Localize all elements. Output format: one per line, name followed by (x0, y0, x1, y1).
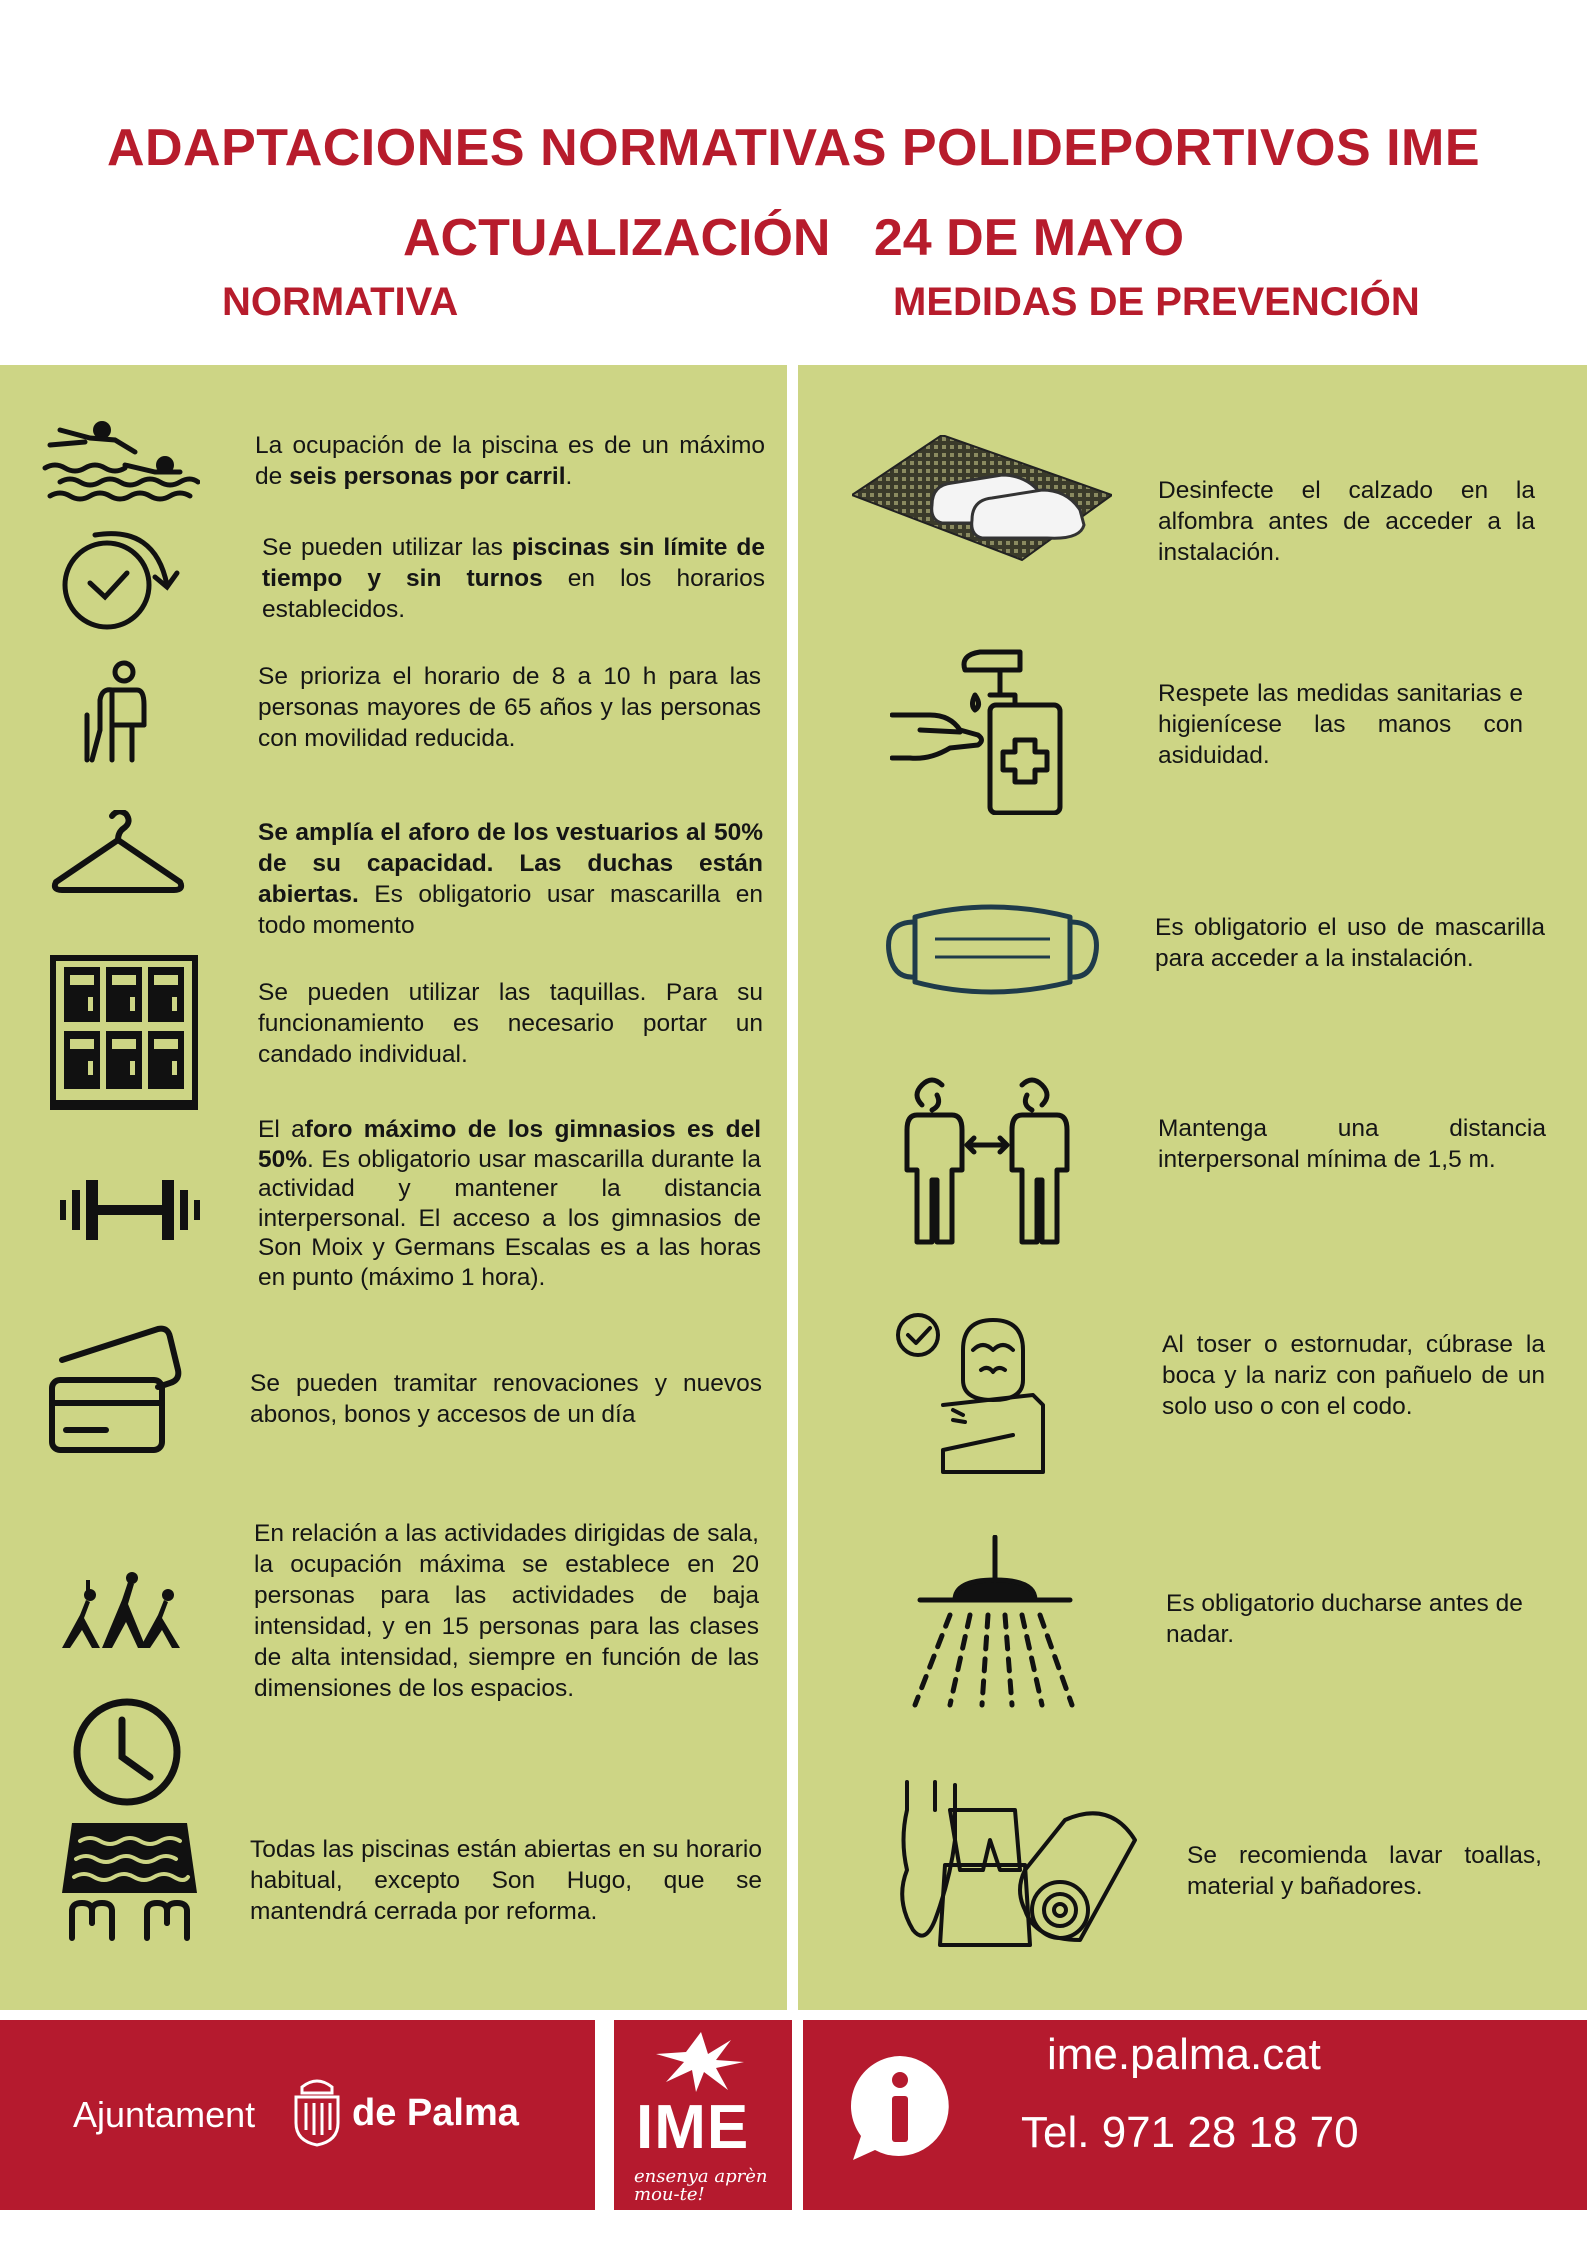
clock-arrow-icon (55, 525, 185, 635)
palma-crest-icon (290, 2075, 344, 2147)
normativa-item: En relación a las actividades dirigidas de sala, la ocupación máxima se establece en 20 personas para las actividades de baja intensidad, y en 15 personas para las clases de alta intensidad, siempre en función de las dimensiones de los espacios. (254, 1520, 759, 1702)
normativa-item: Se pueden utilizar las piscinas sin límite de tiempo y sin turnos en los horarios establecidos. (262, 534, 765, 623)
footer-contact (803, 2020, 1587, 2210)
page-title: ADAPTACIONES NORMATIVAS POLIDEPORTIVOS IME (106, 119, 1481, 177)
footer-ime-logo (614, 2020, 792, 2210)
website-link[interactable]: ime.palma.cat (1047, 2030, 1321, 2079)
page-subtitle: ACTUALIZACIÓN 24 DE MAYO (402, 209, 1185, 267)
column-heading-normativa: NORMATIVA (222, 280, 459, 324)
de-palma-label: de Palma (352, 2092, 519, 2134)
normativa-item: Se prioriza el horario de 8 a 10 h para las personas mayores de 65 años y las personas con movilidad reducida. (258, 663, 761, 752)
prevencion-item: Al toser o estornudar, cúbrase la boca y la nariz con pañuelo de un solo uso o con el codo. (1162, 1331, 1545, 1420)
wall-clock-icon (70, 1695, 185, 1810)
lockers-icon (50, 955, 198, 1110)
swimmers-icon (40, 410, 200, 505)
column-heading-prevencion: MEDIDAS DE PREVENCIÓN (893, 280, 1420, 324)
prevencion-item: Mantenga una distancia interpersonal mínima de 1,5 m. (1158, 1115, 1546, 1173)
cough-elbow-icon (893, 1310, 1068, 1475)
towel-swimsuit-icon (895, 1780, 1145, 1955)
prevencion-item: Es obligatorio el uso de mascarilla para acceder a la instalación. (1155, 914, 1545, 972)
cards-icon (48, 1325, 188, 1455)
social-distance-icon (892, 1070, 1082, 1245)
group-exercise-icon (62, 1570, 192, 1650)
ime-star-icon (656, 2032, 746, 2092)
hand-sanitizer-icon (890, 640, 1070, 815)
ime-tagline: ensenya aprèn mou-te! (634, 2166, 768, 2205)
normativa-item: Se amplía el aforo de los vestuarios al 50% de su capacidad. Las duchas están abiertas. Es obligatorio usar mascarilla en todo momento (258, 819, 763, 939)
prevencion-item: Desinfecte el calzado en la alfombra antes de acceder a la instalación. (1158, 477, 1535, 566)
phone-number[interactable]: Tel. 971 28 18 70 (1021, 2108, 1359, 2157)
hanger-icon (48, 810, 188, 900)
normativa-item: Se pueden tramitar renovaciones y nuevos abonos, bonos y accesos de un día (250, 1370, 762, 1428)
pool-icon (62, 1823, 197, 1943)
ime-logo-text: IME (636, 2093, 750, 2162)
normativa-item: La ocupación de la piscina es de un máximo de seis personas por carril. (255, 432, 765, 490)
shower-icon (910, 1535, 1075, 1710)
dumbbell-icon (60, 1175, 200, 1245)
normativa-item: Todas las piscinas están abiertas en su horario habitual, excepto Son Hugo, que se mantendrá cerrada por reforma. (250, 1836, 762, 1925)
normativa-item: El aforo máximo de los gimnasios es del 50%. Es obligatorio usar mascarilla durante la actividad y mantener la distancia interpersonal. El acceso a los gimnasios de Son Moix y Germans Escalas es a las horas en punto (máximo 1 hora). (258, 1116, 761, 1291)
shoe-mat-icon (852, 435, 1112, 565)
info-icon (845, 2052, 955, 2162)
prevencion-item: Se recomienda lavar toallas, material y bañadores. (1187, 1842, 1542, 1900)
face-mask-icon (885, 897, 1100, 1002)
footer-ajuntament (0, 2020, 595, 2210)
prevencion-item: Respete las medidas sanitarias e higienícese las manos con asiduidad. (1158, 680, 1523, 769)
normativa-item: Se pueden utilizar las taquillas. Para su funcionamiento es necesario portar un candado individual. (258, 979, 763, 1068)
prevencion-item: Es obligatorio ducharse antes de nadar. (1166, 1590, 1523, 1648)
ajuntament-label: Ajuntament (73, 2094, 256, 2135)
elderly-person-icon (72, 660, 162, 765)
